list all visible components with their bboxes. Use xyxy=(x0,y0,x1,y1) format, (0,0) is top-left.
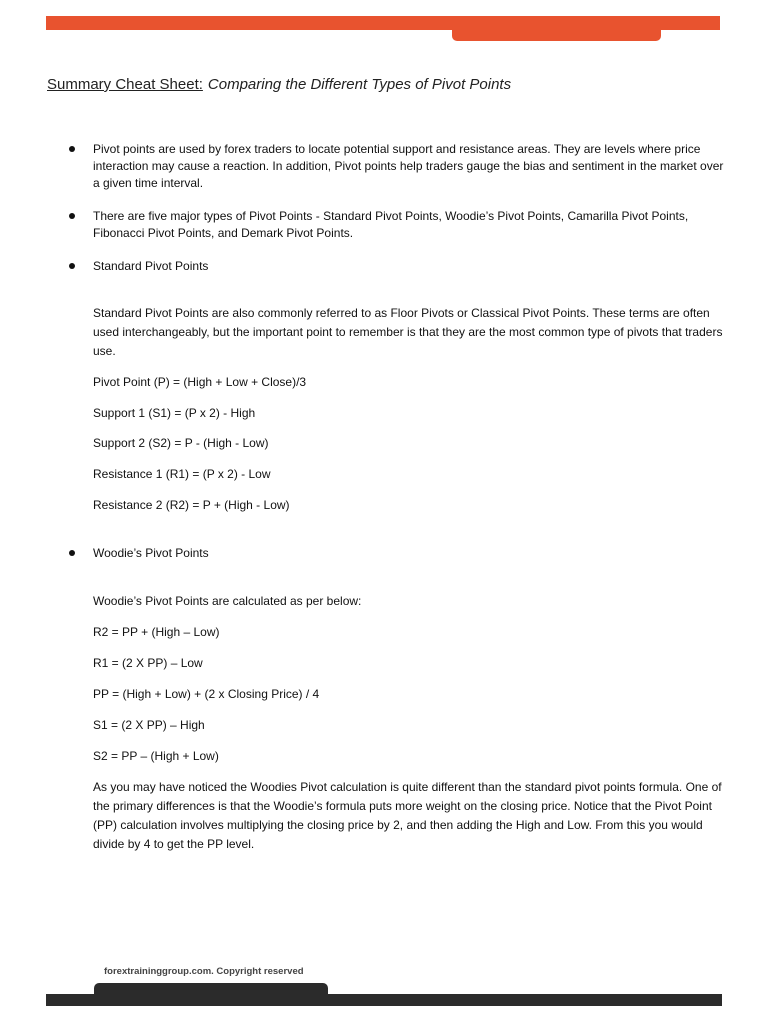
standard-formula: Support 1 (S1) = (P x 2) - High xyxy=(93,406,256,420)
woodie-heading: Woodie’s Pivot Points xyxy=(93,546,209,560)
title-lead: Summary Cheat Sheet: xyxy=(47,76,203,93)
woodie-formula: R2 = PP + (High – Low) xyxy=(93,625,220,639)
page-title xyxy=(47,76,511,93)
woodie-formula: S1 = (2 X PP) – High xyxy=(93,718,205,732)
woodie-formula: R1 = (2 X PP) – Low xyxy=(93,656,203,670)
header-accent-tab xyxy=(452,26,661,41)
footer-copyright: forextraininggroup.com. Copyright reserved xyxy=(104,966,304,977)
title-subtitle: Comparing the Different Types of Pivot Points xyxy=(207,76,512,93)
standard-heading: Standard Pivot Points xyxy=(93,259,209,273)
bullet-icon xyxy=(69,550,75,556)
woodie-note: As you may have noticed the Woodies Pivot calculation is quite different than the standard pivot points formula. One of the primary differences is that the Woodie’s formula puts more weight on the closing price. Notice that the Pivot Point (PP) calculation involves multiplying the closing price by 2, and then adding the High and Low. From this you would divide by 4 to get the PP level. xyxy=(93,780,722,851)
standard-formula: Resistance 1 (R1) = (P x 2) - Low xyxy=(93,467,271,481)
standard-formula: Resistance 2 (R2) = P + (High - Low) xyxy=(93,498,290,512)
standard-description: Standard Pivot Points are also commonly referred to as Floor Pivots or Classical Pivot Points. These terms are often used interchangeably, but the important point to remember is that they are the most common type of pivots that traders use. xyxy=(93,306,723,358)
woodie-formula: PP = (High + Low) + (2 x Closing Price) / 4 xyxy=(93,687,320,701)
intro-paragraph-2: There are five major types of Pivot Points - Standard Pivot Points, Woodie’s Pivot Points, Camarilla Pivot Points, Fibonacci Pivot Points, and Demark Pivot Points. xyxy=(93,209,689,240)
bullet-icon xyxy=(69,263,75,269)
footer-bar xyxy=(46,994,722,1006)
woodie-intro: Woodie’s Pivot Points are calculated as per below: xyxy=(93,594,362,608)
woodie-formula: S2 = PP – (High + Low) xyxy=(93,749,219,763)
intro-paragraph-1: Pivot points are used by forex traders to locate potential support and resistance areas. They are levels where price interaction may cause a reaction. In addition, Pivot points help traders gauge the bias and sentiment in the market over a given time interval. xyxy=(93,142,724,190)
bullet-icon xyxy=(69,213,75,219)
bullet-icon xyxy=(69,146,75,152)
standard-formula: Support 2 (S2) = P - (High - Low) xyxy=(93,436,269,450)
standard-formula: Pivot Point (P) = (High + Low + Close)/3 xyxy=(93,375,307,389)
